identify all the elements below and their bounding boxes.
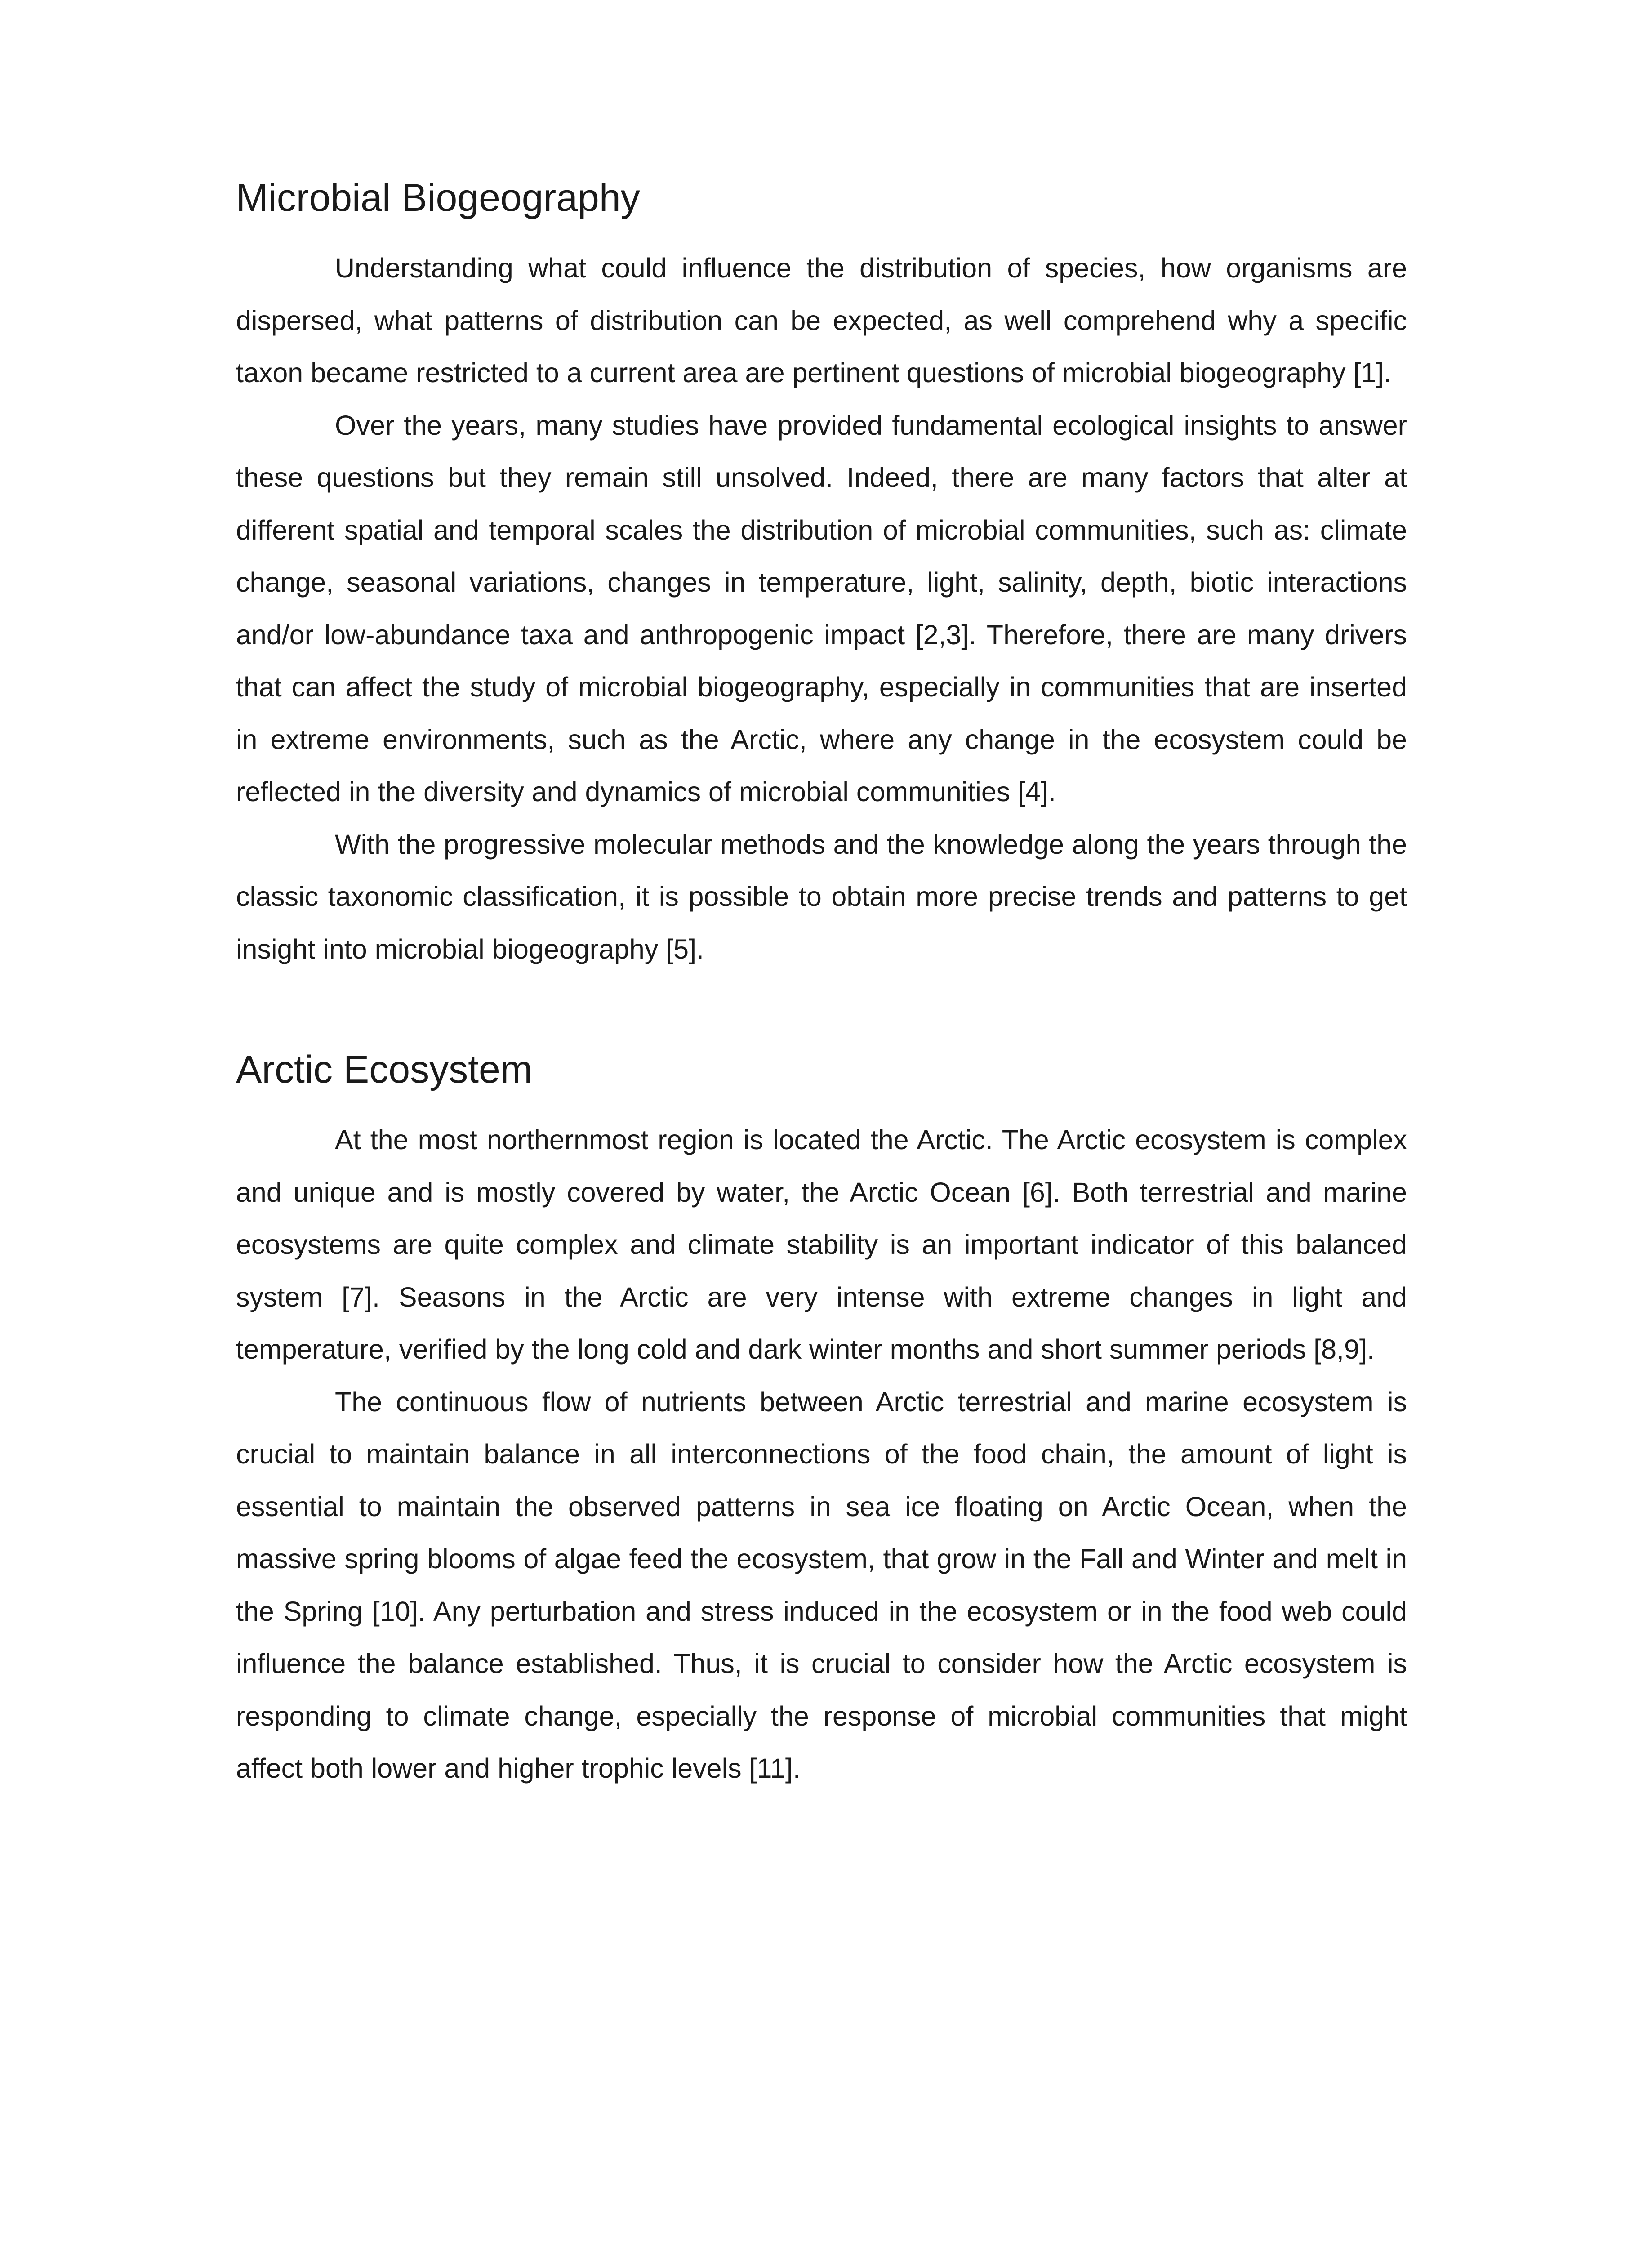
paragraph: Understanding what could influence the distribution of species, how organisms are dispersed, what patterns of distribution can be expected, as well comprehend why a specific taxon became restricted to a current area are pertinent questions of microbial biogeography [1]. bbox=[236, 253, 1407, 388]
section-microbial-biogeography bbox=[236, 171, 1407, 975]
paragraph: The continuous flow of nutrients between Arctic terrestrial and marine ecosystem is crucial to maintain balance in all interconnections of the food chain, the amount of light is essential to maintain the observed patterns in sea ice floating on Arctic Ocean, when the massive spring blooms of algae feed the ecosystem, that grow in the Fall and Winter and melt in the Spring [10]. Any perturbation and stress induced in the ecosystem or in the food web could influence the balance established. Thus, it is crucial to consider how the Arctic ecosystem is responding to climate change, especially the response of microbial communities that might affect both lower and higher trophic levels [11]. bbox=[236, 1386, 1407, 1784]
paragraph: With the progressive molecular methods and the knowledge along the years through the classic taxonomic classification, it is possible to obtain more precise trends and patterns to get insight into microbial biogeography [5]. bbox=[236, 829, 1407, 964]
paragraph: At the most northernmost region is located the Arctic. The Arctic ecosystem is complex and unique and is mostly covered by water, the Arctic Ocean [6]. Both terrestrial and marine ecosystems are quite complex and climate stability is an important indicator of this balanced system [7]. Seasons in the Arctic are very intense with extreme changes in light and temperature, verified by the long cold and dark winter months and short summer periods [8,9]. bbox=[236, 1124, 1407, 1365]
page-content bbox=[236, 171, 1407, 1795]
section-title: Arctic Ecosystem bbox=[236, 1048, 533, 1091]
section-title: Microbial Biogeography bbox=[236, 176, 640, 219]
paragraph: Over the years, many studies have provided fundamental ecological insights to answer these questions but they remain still unsolved. Indeed, there are many factors that alter at different spatial and temporal scales the distribution of microbial communities, such as: climate change, seasonal variations, changes in temperature, light, salinity, depth, biotic interactions and/or low-abundance taxa and anthropogenic impact [2,3]. Therefore, there are many drivers that can affect the study of microbial biogeography, especially in communities that are inserted in extreme environments, such as the Arctic, where any change in the ecosystem could be reflected in the diversity and dynamics of microbial communities [4]. bbox=[236, 410, 1407, 807]
section-arctic-ecosystem bbox=[236, 1043, 1407, 1795]
